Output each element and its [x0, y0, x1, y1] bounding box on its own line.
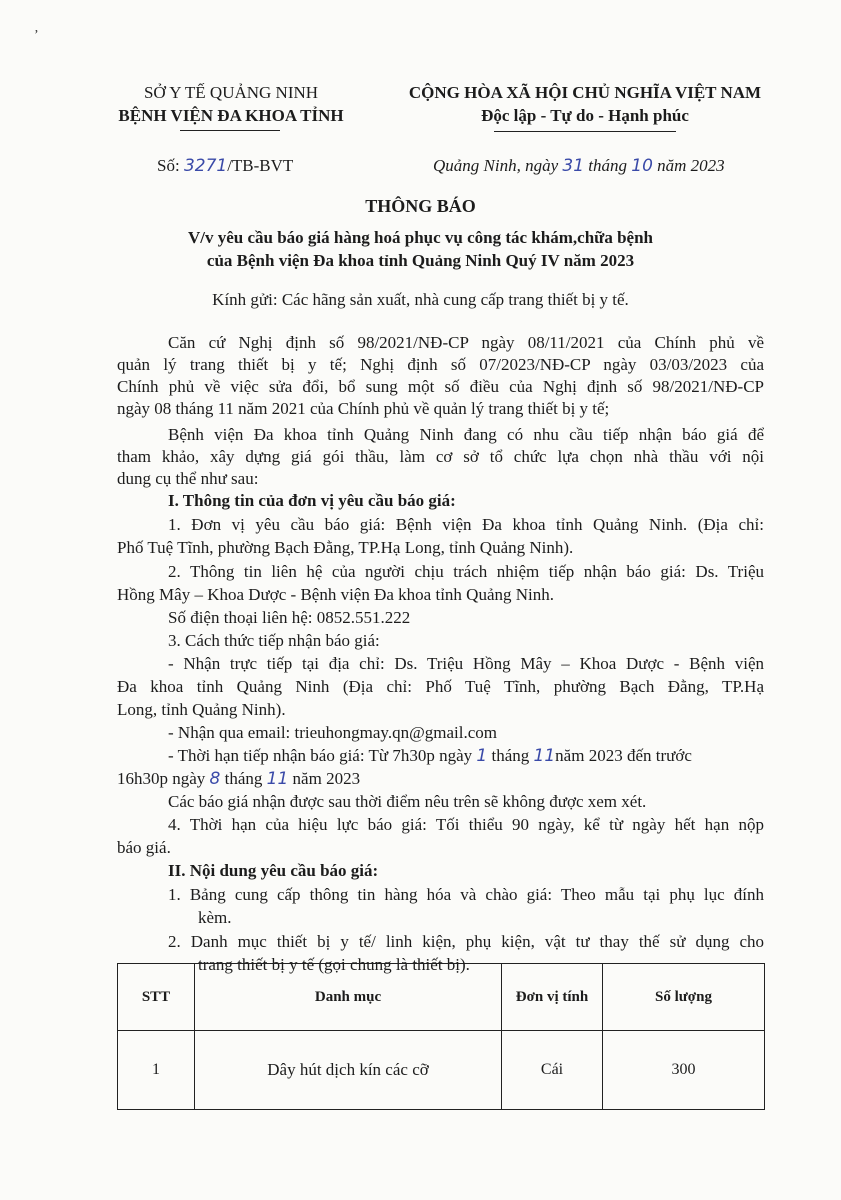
legal-basis-line4: ngày 08 tháng 11 năm 2021 của Chính phủ về quản lý trang thiết bị y tế;	[117, 399, 610, 418]
section-1-item4-line1: 4. Thời hạn của hiệu lực báo giá: Tối thiểu 90 ngày, kể từ ngày hết hạn nộp	[168, 815, 764, 834]
intro-line2: tham khảo, xây dựng giá gói thầu, làm cơ sở tổ chức lựa chọn nhà thầu với nội	[117, 447, 764, 466]
section-1-item2-line1: 2. Thông tin liên hệ của người chịu trách nhiệm tiếp nhận báo giá: Ds. Triệu	[168, 562, 764, 581]
recipient: Kính gửi: Các hãng sản xuất, nhà cung cấp trang thiết bị y tế.	[212, 290, 629, 309]
section-1-phone: Số điện thoại liên hệ: 0852.551.222	[168, 608, 411, 627]
table-row	[118, 1031, 765, 1110]
items-table	[117, 963, 765, 1110]
section-2-item2-line2: trang thiết bị y tế (gọi chung là thiết bị).	[198, 955, 470, 974]
section-1-item2-line2: Hồng Mây – Khoa Dược - Bệnh viện Đa khoa tỉnh Quảng Ninh.	[117, 585, 554, 604]
section-1-heading: I. Thông tin của đơn vị yêu cầu báo giá:	[168, 491, 456, 510]
document-number	[157, 156, 293, 176]
section-2-item1-line2: kèm.	[198, 908, 232, 927]
header-left-underline	[180, 130, 280, 131]
section-2-item2-line1: 2. Danh mục thiết bị y tế/ linh kiện, phụ kiện, vật tư thay thế sử dụng cho	[168, 932, 764, 951]
agency-name: SỞ Y TẾ QUẢNG NINH	[143, 83, 319, 102]
date-month-label: tháng	[584, 156, 632, 175]
cell-stt: 1	[118, 1031, 195, 1110]
intro-line1: Bệnh viện Đa khoa tỉnh Quảng Ninh đang có nhu cầu tiếp nhận báo giá để	[168, 425, 764, 444]
header-unit: Đơn vị tính	[502, 964, 603, 1031]
section-1-item3a-line2: Đa khoa tỉnh Quảng Ninh (Địa chỉ: Phố Tuệ Tĩnh, phường Bạch Đằng, TP.Hạ	[117, 677, 764, 696]
header-item: Danh mục	[195, 964, 502, 1031]
section-1-late-notice: Các báo giá nhận được sau thời điểm nêu trên sẽ không được xem xét.	[168, 792, 647, 811]
section-1-item3a-line3: Long, tỉnh Quảng Ninh).	[117, 700, 286, 719]
section-1-item4-line2: báo giá.	[117, 838, 171, 857]
date-day-handwritten: 31	[562, 156, 585, 176]
header-quantity: Số lượng	[603, 964, 765, 1031]
doc-number-handwritten: 3271	[183, 156, 228, 176]
cell-item: Dây hút dịch kín các cỡ	[195, 1031, 502, 1110]
section-1-deadline-line2	[117, 768, 764, 790]
deadline-text-a: - Thời hạn tiếp nhận báo giá: Từ 7h30p ngày	[168, 746, 477, 765]
header-right-underline	[494, 131, 676, 132]
cell-quantity: 300	[603, 1031, 765, 1110]
table-header-row	[118, 964, 765, 1031]
country-name: CỘNG HÒA XÃ HỘI CHỦ NGHĨA VIỆT NAM	[408, 83, 762, 102]
legal-basis-line3: Chính phủ về việc sửa đổi, bổ sung một số điều của Nghị định số 98/2021/NĐ-CP	[117, 377, 764, 396]
cell-unit: Cái	[502, 1031, 603, 1110]
section-1-item3a-line1: - Nhận trực tiếp tại địa chỉ: Ds. Triệu Hồng Mây – Khoa Dược - Bệnh viện	[168, 654, 764, 673]
deadline-end-text-c: năm 2023	[288, 769, 361, 788]
deadline-start-month-handwritten: 11	[533, 746, 556, 766]
deadline-end-text-b: tháng	[220, 769, 267, 788]
date-month-handwritten: 10	[631, 156, 653, 176]
date-year: năm 2023	[652, 156, 725, 175]
deadline-end-month-handwritten: 11	[266, 769, 289, 789]
legal-basis-line1: Căn cứ Nghị định số 98/2021/NĐ-CP ngày 08/11/2021 của Chính phủ về	[168, 333, 764, 352]
deadline-end-day-handwritten: 8	[209, 769, 221, 789]
deadline-end-text-a: 16h30p ngày	[117, 769, 210, 788]
document-subject-line1: V/v yêu cầu báo giá hàng hoá phục vụ công tác khám,chữa bệnh	[187, 228, 654, 247]
hospital-name: BỆNH VIỆN ĐA KHOA TỈNH	[118, 106, 344, 125]
section-2-heading: II. Nội dung yêu cầu báo giá:	[168, 861, 379, 880]
document-subject-line2: của Bệnh viện Đa khoa tỉnh Quảng Ninh Quý IV năm 2023	[206, 251, 635, 270]
scan-mark-icon: ʼ	[34, 28, 39, 43]
section-1-item1-line2: Phố Tuệ Tĩnh, phường Bạch Đằng, TP.Hạ Long, tỉnh Quảng Ninh).	[117, 538, 574, 557]
section-1-deadline-line1	[168, 745, 764, 767]
deadline-text-b: tháng	[487, 746, 534, 765]
document-date	[433, 156, 725, 176]
section-1-email: - Nhận qua email: trieuhongmay.qn@gmail.com	[168, 723, 497, 742]
section-1-item3: 3. Cách thức tiếp nhận báo giá:	[168, 631, 380, 650]
doc-number-suffix: /TB-BVT	[227, 156, 294, 175]
header-stt: STT	[118, 964, 195, 1031]
legal-basis-line2: quản lý trang thiết bị y tế; Nghị định số 07/2023/NĐ-CP ngày 03/03/2023 của	[117, 355, 764, 374]
section-1-item1-line1: 1. Đơn vị yêu cầu báo giá: Bệnh viện Đa khoa tỉnh Quảng Ninh. (Địa chỉ:	[168, 515, 764, 534]
doc-number-prefix: Số:	[157, 156, 184, 175]
intro-line3: dung cụ thể như sau:	[117, 469, 259, 488]
deadline-start-day-handwritten: 1	[476, 746, 488, 766]
document-title: THÔNG BÁO	[365, 196, 476, 216]
section-2-item1-line1: 1. Bảng cung cấp thông tin hàng hóa và chào giá: Theo mẫu tại phụ lục đính	[168, 885, 764, 904]
deadline-text-c: năm 2023 đến trước	[555, 746, 692, 765]
country-motto: Độc lập - Tự do - Hạnh phúc	[481, 106, 689, 125]
date-prefix: Quảng Ninh, ngày	[433, 156, 563, 175]
